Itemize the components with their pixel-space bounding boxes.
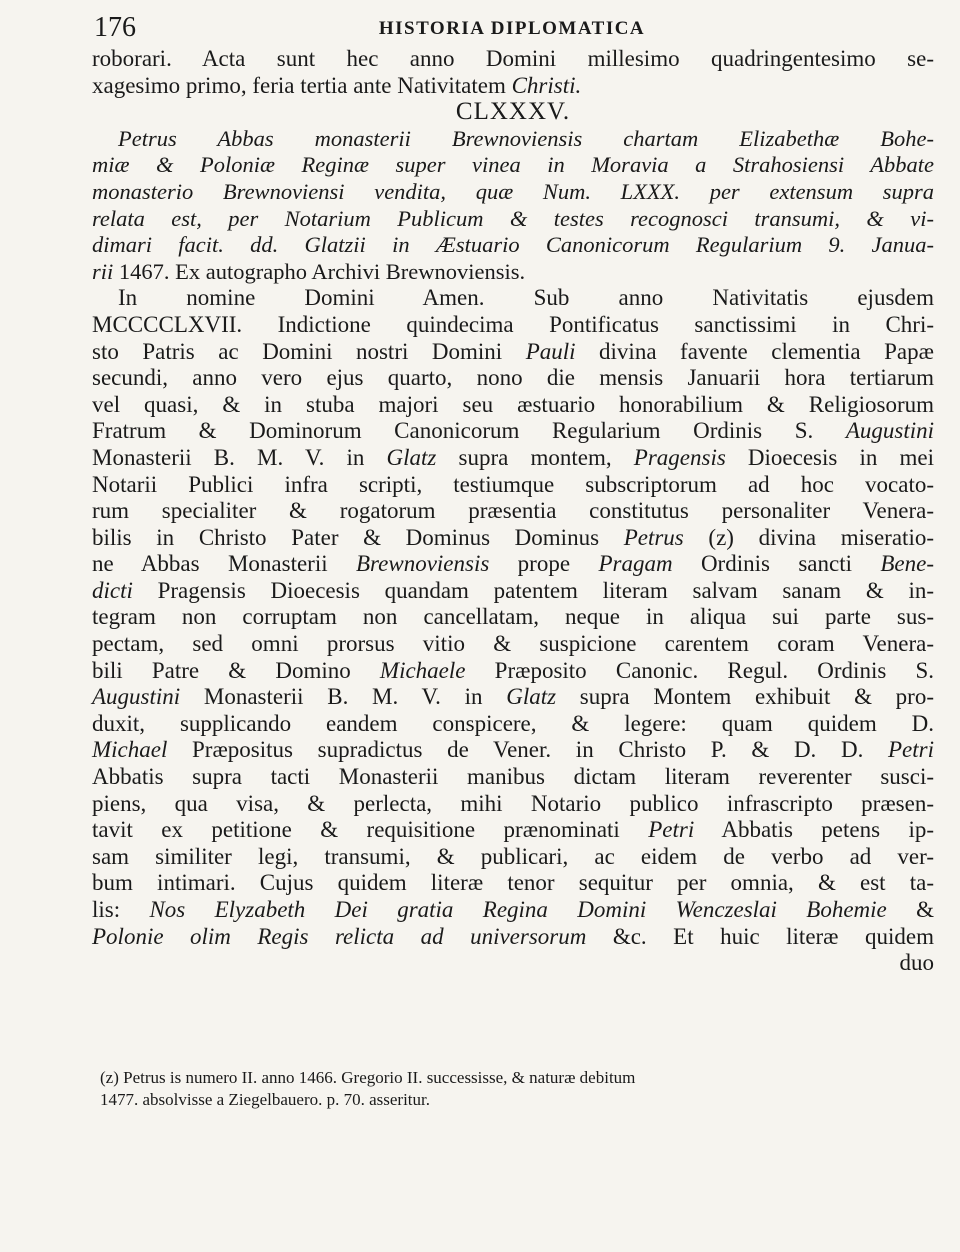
text-line [92,445,934,472]
italic-span: Petri [648,817,695,843]
text-line [92,658,934,685]
italic-span: rii [92,258,114,284]
text-line: duxit, supplicando eandem conspicere, & legere: quam quidem D. [92,710,934,736]
text-line: roborari. Acta sunt hec anno Domini millesimo quadringentesimo se- [92,46,934,71]
text-line: pectam, sed omni prorsus vitio & suspicione carentem coram Venera- [92,631,934,657]
text-span: divina favente clementia Papæ [575,338,934,364]
italic-span: Glatz [386,444,437,470]
text-line [92,418,934,445]
italic-span: Michaele [379,657,466,683]
document-number [92,99,934,126]
text-span: Monasterii B. M. V. in [92,444,387,470]
text-span: Fratrum & Dominorum Canonicorum Regularium Ordinis S. [92,418,846,444]
document-summary [92,126,934,286]
italic-span: Michael [92,737,168,763]
text-line [92,817,934,844]
text-line: tegram non corruptam non cancellatam, neque in aliqua sui parte sus- [92,604,934,630]
text-line [92,73,934,100]
summary-line: monasterio Brewnoviensi vendita, quæ Num. LXXX. per extensum supra [92,178,934,204]
page-number: 176 [94,12,136,43]
summary-line: relata est, per Notarium Publicum & testes recognosci transumi, & vi- [92,205,934,231]
summary-line: miæ & Poloniæ Reginæ super vinea in Moravia a Strahosiensi Abbate [92,152,934,178]
text-line: Notarii Publici infra scripti, testiumque subscriptorum ad hoc vocato- [92,471,934,497]
text-line [92,339,934,366]
italic-span: Christi. [511,72,582,98]
text-line: MCCCCLXVII. Indictione quindecima Pontificatus sanctissimi in Chri- [92,311,934,337]
page-header [92,12,932,46]
text-line: vel quasi, & in stuba majori seu æstuario honorabilium & Religiosorum [92,391,934,417]
text-span: sto Patris ac Domini nostri Domini [92,338,526,364]
text-span: Ordinis sancti [672,551,881,577]
text-span: prope [489,551,599,577]
text-span: supra Montem exhibuit & pro- [556,684,934,710]
text-span: bili Patre & Domino [92,657,380,683]
text-span: Monasterii B. M. V. in [180,684,507,710]
text-span: Dioecesis in mei [725,444,935,470]
text-line: secundi, anno vero ejus quarto, nono die mensis Januarii hora tertiarum [92,365,934,391]
catchword: duo [899,950,934,976]
text-span: supra montem, [436,444,634,470]
text-span: tavit ex petitione & requisitione prænominati [92,817,649,843]
text-span: Abbatis petens ip- [694,817,935,843]
italic-span: Nos Elyzabeth Dei gratia Regina Domini Wenczeslai Bohemie [149,897,887,922]
text-span: xagesimo primo, feria tertia ante Nativitatem [92,72,512,98]
text-line: Abbatis supra tacti Monasterii manibus dictam literam reverenter susci- [92,764,934,790]
text-span: Præpositus supradictus de Vener. in Christo P. & D. D. [167,737,888,763]
text-span: (z) divina miseratio- [683,524,934,550]
footnote-line: 1477. absolvisse a Ziegelbauero. p. 70. asseritur. [100,1090,431,1109]
text-span: &c. Et huic literæ quidem [586,923,934,949]
text-line: rum specialiter & rogatorum præsentia constitutus personaliter Venera- [92,498,934,524]
summary-line [92,259,934,286]
text-span: Pragensis Dioecesis quandam patentem literam salvam sanam & in- [132,577,934,603]
text-line [92,924,934,951]
text-line [92,578,934,605]
italic-span: Petri [888,737,934,763]
text-line [92,897,934,924]
text-line: bum intimari. Cujus quidem literæ tenor sequitur per omnia, & est ta- [92,870,934,896]
text-span: bilis in Christo Pater & Dominus Dominus [92,524,624,550]
text-span: & [886,897,934,922]
text-span: Præposito Canonic. Regul. Ordinis S. [465,657,934,683]
text-line: In nomine Domini Amen. Sub anno Nativitatis ejusdem [118,285,934,311]
summary-line: dimari facit. dd. Glatzii in Æstuario Canonicorum Regularium 9. Janua- [92,232,934,258]
text-span: 1467. Ex autographo Archivi Brewnoviensis. [113,258,526,284]
italic-span: Augustini [92,684,181,710]
italic-span: Pauli [525,338,576,364]
italic-span: Augustini [845,418,934,444]
italic-span: Glatz [506,684,557,710]
summary-line: Petrus Abbas monasterii Brewnoviensis chartam Elizabethæ Bohe- [118,125,934,151]
italic-span: Pragensis [633,444,726,470]
text-span: lis: [92,897,150,922]
text-line [92,525,934,552]
text-line [92,737,934,764]
text-line [92,551,934,578]
italic-span: Brewnoviensis [356,551,490,577]
italic-span: Polonie olim Regis relicta ad universorum [92,923,587,949]
text-line: sam similiter legi, transumi, & publicari, ac eidem de verbo ad ver- [92,843,934,869]
main-text [92,46,934,977]
footnote [100,1067,900,1111]
italic-span: dicti [92,577,133,603]
italic-span: Pragam [598,551,673,577]
running-title: HISTORIA DIPLOMATICA [378,18,646,39]
text-line [92,684,934,711]
section-number: CLXXXV. [455,98,571,126]
text-line: piens, qua visa, & perlecta, mihi Notario publico infrascripto præsen- [92,790,934,816]
italic-span: Bene- [880,551,934,577]
footnote-line: (z) Petrus is numero II. anno 1466. Gregorio II. successisse, & naturæ debitum [100,1068,636,1087]
italic-span: Petrus [623,524,684,550]
text-span: ne Abbas Monasterii [92,551,356,577]
